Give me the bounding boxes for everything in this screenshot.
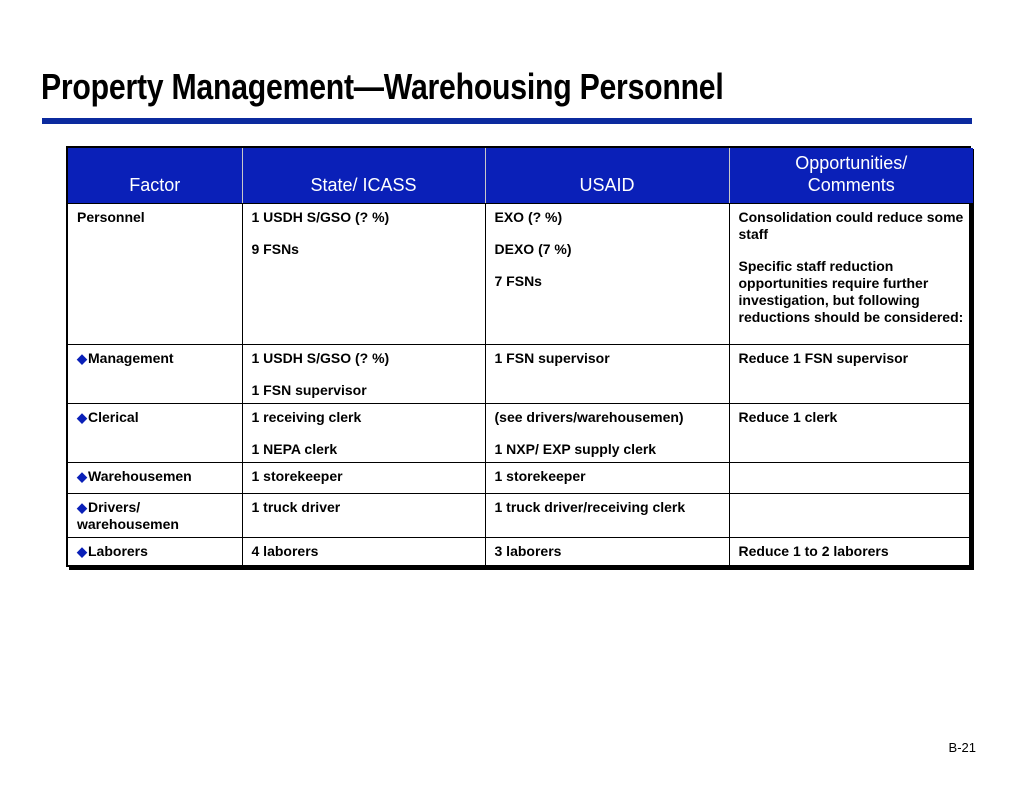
diamond-bullet-icon: ◆ xyxy=(77,351,87,366)
personnel-comparison-table xyxy=(68,148,973,570)
cell-text: 1 USDH S/GSO (? %) xyxy=(251,209,390,225)
comments-cell xyxy=(729,538,973,570)
factor-label: Management xyxy=(88,350,174,366)
factor-cell xyxy=(68,404,242,463)
header-state-icass: State/ ICASS xyxy=(242,148,485,204)
cell-text: 1 FSN supervisor xyxy=(494,350,610,366)
cell-text: Specific staff reduction opportunities require further investigation, but following reductions should be considered: xyxy=(738,258,964,325)
comments-cell xyxy=(729,463,973,494)
comments-cell xyxy=(729,494,973,538)
factor-cell xyxy=(68,345,242,404)
table-row xyxy=(68,345,973,404)
slide-title: Property Management—Warehousing Personnel xyxy=(41,66,724,107)
factor-cell xyxy=(68,204,242,345)
cell-text: 1 receiving clerk xyxy=(251,409,362,425)
cell-text: Consolidation could reduce some staff xyxy=(738,209,964,242)
cell-text: 1 storekeeper xyxy=(494,468,586,484)
diamond-bullet-icon: ◆ xyxy=(77,500,87,515)
cell-text: 4 laborers xyxy=(251,543,319,559)
factor-label: Clerical xyxy=(88,409,139,425)
factor-label: Drivers/ warehousemen xyxy=(77,499,179,532)
cell-text: 1 truck driver/receiving clerk xyxy=(494,499,686,515)
usaid-cell xyxy=(485,345,729,404)
usaid-cell xyxy=(485,538,729,570)
usaid-cell xyxy=(485,404,729,463)
cell-text: Reduce 1 FSN supervisor xyxy=(738,350,909,366)
cell-text: 9 FSNs xyxy=(251,241,299,257)
cell-text: 1 FSN supervisor xyxy=(251,382,367,398)
table-body xyxy=(68,204,973,570)
state-icass-cell xyxy=(242,538,485,570)
table-row xyxy=(68,204,973,345)
comments-cell xyxy=(729,204,973,345)
state-icass-cell xyxy=(242,463,485,494)
cell-text: (see drivers/warehousemen) xyxy=(494,409,684,425)
usaid-cell xyxy=(485,494,729,538)
table-row xyxy=(68,404,973,463)
factor-label: Warehousemen xyxy=(88,468,192,484)
state-icass-cell xyxy=(242,404,485,463)
factor-cell xyxy=(68,494,242,538)
state-icass-cell xyxy=(242,204,485,345)
usaid-cell xyxy=(485,204,729,345)
cell-text: 1 NXP/ EXP supply clerk xyxy=(494,441,657,457)
state-icass-cell xyxy=(242,494,485,538)
diamond-bullet-icon: ◆ xyxy=(77,410,87,425)
table-row xyxy=(68,494,973,538)
cell-text: Reduce 1 clerk xyxy=(738,409,838,425)
cell-text: 1 truck driver xyxy=(251,499,341,515)
table-row xyxy=(68,463,973,494)
comments-cell xyxy=(729,345,973,404)
table-header-row xyxy=(68,148,973,204)
cell-text: Reduce 1 to 2 laborers xyxy=(738,543,889,559)
factor-cell xyxy=(68,463,242,494)
header-opportunities-comments xyxy=(729,148,973,204)
cell-text: DEXO (7 %) xyxy=(494,241,572,257)
factor-cell xyxy=(68,538,242,570)
page-number: B-21 xyxy=(948,740,976,755)
table-row xyxy=(68,538,973,570)
diamond-bullet-icon: ◆ xyxy=(77,544,87,559)
diamond-bullet-icon: ◆ xyxy=(77,469,87,484)
cell-text: 1 storekeeper xyxy=(251,468,343,484)
header-opportunities-line-1: Opportunities/ xyxy=(795,153,908,173)
comments-cell xyxy=(729,404,973,463)
cell-text: 1 USDH S/GSO (? %) xyxy=(251,350,390,366)
factor-label: Laborers xyxy=(88,543,148,559)
header-opportunities-line-2: Comments xyxy=(807,175,895,195)
cell-text: 7 FSNs xyxy=(494,273,542,289)
cell-text: 1 NEPA clerk xyxy=(251,441,338,457)
header-factor: Factor xyxy=(68,148,242,204)
header-usaid: USAID xyxy=(485,148,729,204)
cell-text: EXO (? %) xyxy=(494,209,563,225)
personnel-table-container xyxy=(66,146,971,567)
cell-text: 3 laborers xyxy=(494,543,562,559)
title-divider xyxy=(42,118,972,124)
usaid-cell xyxy=(485,463,729,494)
state-icass-cell xyxy=(242,345,485,404)
factor-label: Personnel xyxy=(77,209,145,225)
